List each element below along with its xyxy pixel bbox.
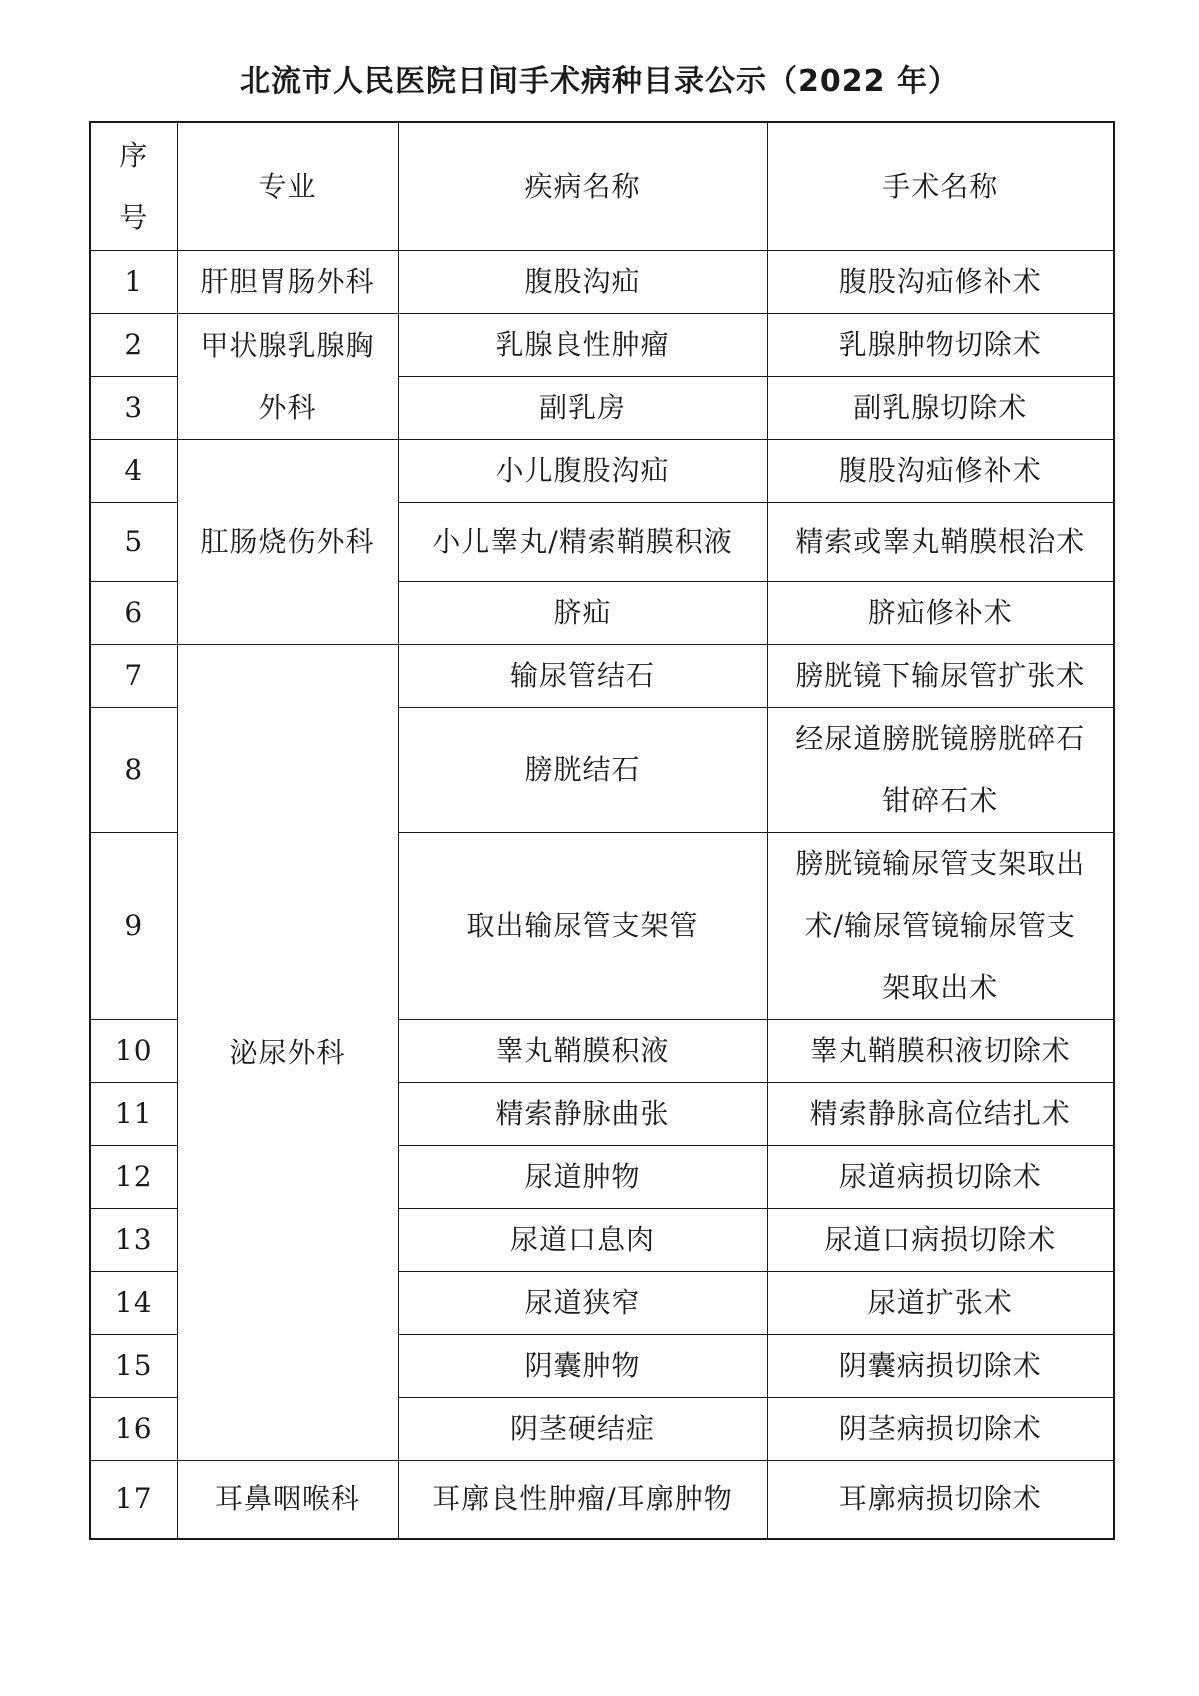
seq-cell: 8	[90, 708, 177, 833]
header-surgery: 手术名称	[767, 122, 1114, 251]
department-line: 外科	[258, 390, 317, 424]
disease-cell: 小儿睾丸/精索鞘膜积液	[398, 503, 767, 582]
surgery-cell: 尿道口病损切除术	[767, 1209, 1114, 1272]
surgery-cell: 阴囊病损切除术	[767, 1335, 1114, 1398]
disease-cell: 乳腺良性肿瘤	[398, 314, 767, 377]
department-cell	[177, 314, 398, 440]
header-seq-line2: 号	[119, 200, 149, 234]
surgery-line: 经尿道膀胱镜膀胱碎石	[795, 722, 1086, 755]
disease-cell: 小儿腹股沟疝	[398, 440, 767, 503]
seq-cell: 14	[90, 1272, 177, 1335]
seq-cell: 11	[90, 1083, 177, 1146]
seq-cell: 17	[90, 1461, 177, 1539]
disease-cell: 阴囊肿物	[398, 1335, 767, 1398]
header-department: 专业	[177, 122, 398, 251]
disease-cell: 尿道口息肉	[398, 1209, 767, 1272]
table-row	[90, 440, 1114, 503]
seq-cell: 16	[90, 1398, 177, 1461]
seq-cell: 10	[90, 1020, 177, 1083]
surgery-cell: 精索静脉高位结扎术	[767, 1083, 1114, 1146]
seq-cell: 5	[90, 503, 177, 582]
seq-cell: 15	[90, 1335, 177, 1398]
surgery-cell: 腹股沟疝修补术	[767, 251, 1114, 314]
department-cell: 肝胆胃肠外科	[177, 251, 398, 314]
surgery-cell	[767, 833, 1114, 1020]
seq-cell: 9	[90, 833, 177, 1020]
surgery-cell: 阴茎病损切除术	[767, 1398, 1114, 1461]
disease-cell: 副乳房	[398, 377, 767, 440]
department-cell: 泌尿外科	[177, 645, 398, 1461]
table-row	[90, 251, 1114, 314]
header-disease: 疾病名称	[398, 122, 767, 251]
seq-cell: 1	[90, 251, 177, 314]
page-title: 北流市人民医院日间手术病种目录公示（2022 年）	[240, 64, 959, 99]
disease-cell: 尿道狭窄	[398, 1272, 767, 1335]
surgery-cell: 副乳腺切除术	[767, 377, 1114, 440]
surgery-line: 钳碎石术	[882, 784, 999, 817]
surgery-line: 术/输尿管镜输尿管支	[804, 909, 1076, 942]
seq-cell: 7	[90, 645, 177, 708]
table-row	[90, 1461, 1114, 1539]
table-row	[90, 314, 1114, 377]
seq-cell: 12	[90, 1146, 177, 1209]
header-seq-line1: 序	[119, 138, 149, 172]
seq-cell: 3	[90, 377, 177, 440]
disease-cell: 尿道肿物	[398, 1146, 767, 1209]
surgery-cell: 腹股沟疝修补术	[767, 440, 1114, 503]
header-seq	[90, 122, 177, 251]
surgery-cell: 尿道病损切除术	[767, 1146, 1114, 1209]
disease-cell: 输尿管结石	[398, 645, 767, 708]
disease-cell: 精索静脉曲张	[398, 1083, 767, 1146]
surgery-cell: 脐疝修补术	[767, 582, 1114, 645]
department-line: 甲状腺乳腺胸	[200, 328, 375, 362]
disease-cell: 膀胱结石	[398, 708, 767, 833]
table-row	[90, 645, 1114, 708]
seq-cell: 4	[90, 440, 177, 503]
header-row	[90, 122, 1114, 251]
disease-cell: 耳廓良性肿瘤/耳廓肿物	[398, 1461, 767, 1539]
disease-cell: 睾丸鞘膜积液	[398, 1020, 767, 1083]
surgery-cell: 膀胱镜下输尿管扩张术	[767, 645, 1114, 708]
surgery-line: 膀胱镜输尿管支架取出	[795, 847, 1086, 880]
surgery-cell: 睾丸鞘膜积液切除术	[767, 1020, 1114, 1083]
seq-cell: 2	[90, 314, 177, 377]
disease-cell: 脐疝	[398, 582, 767, 645]
surgery-catalog-table	[89, 121, 1115, 1540]
surgery-cell: 耳廓病损切除术	[767, 1461, 1114, 1539]
seq-cell: 6	[90, 582, 177, 645]
disease-cell: 取出输尿管支架管	[398, 833, 767, 1020]
seq-cell: 13	[90, 1209, 177, 1272]
surgery-cell: 尿道扩张术	[767, 1272, 1114, 1335]
surgery-cell: 乳腺肿物切除术	[767, 314, 1114, 377]
surgery-cell: 精索或睾丸鞘膜根治术	[767, 503, 1114, 582]
surgery-line: 架取出术	[882, 971, 999, 1004]
department-cell: 肛肠烧伤外科	[177, 440, 398, 645]
surgery-cell	[767, 708, 1114, 833]
disease-cell: 腹股沟疝	[398, 251, 767, 314]
department-cell: 耳鼻咽喉科	[177, 1461, 398, 1539]
disease-cell: 阴茎硬结症	[398, 1398, 767, 1461]
